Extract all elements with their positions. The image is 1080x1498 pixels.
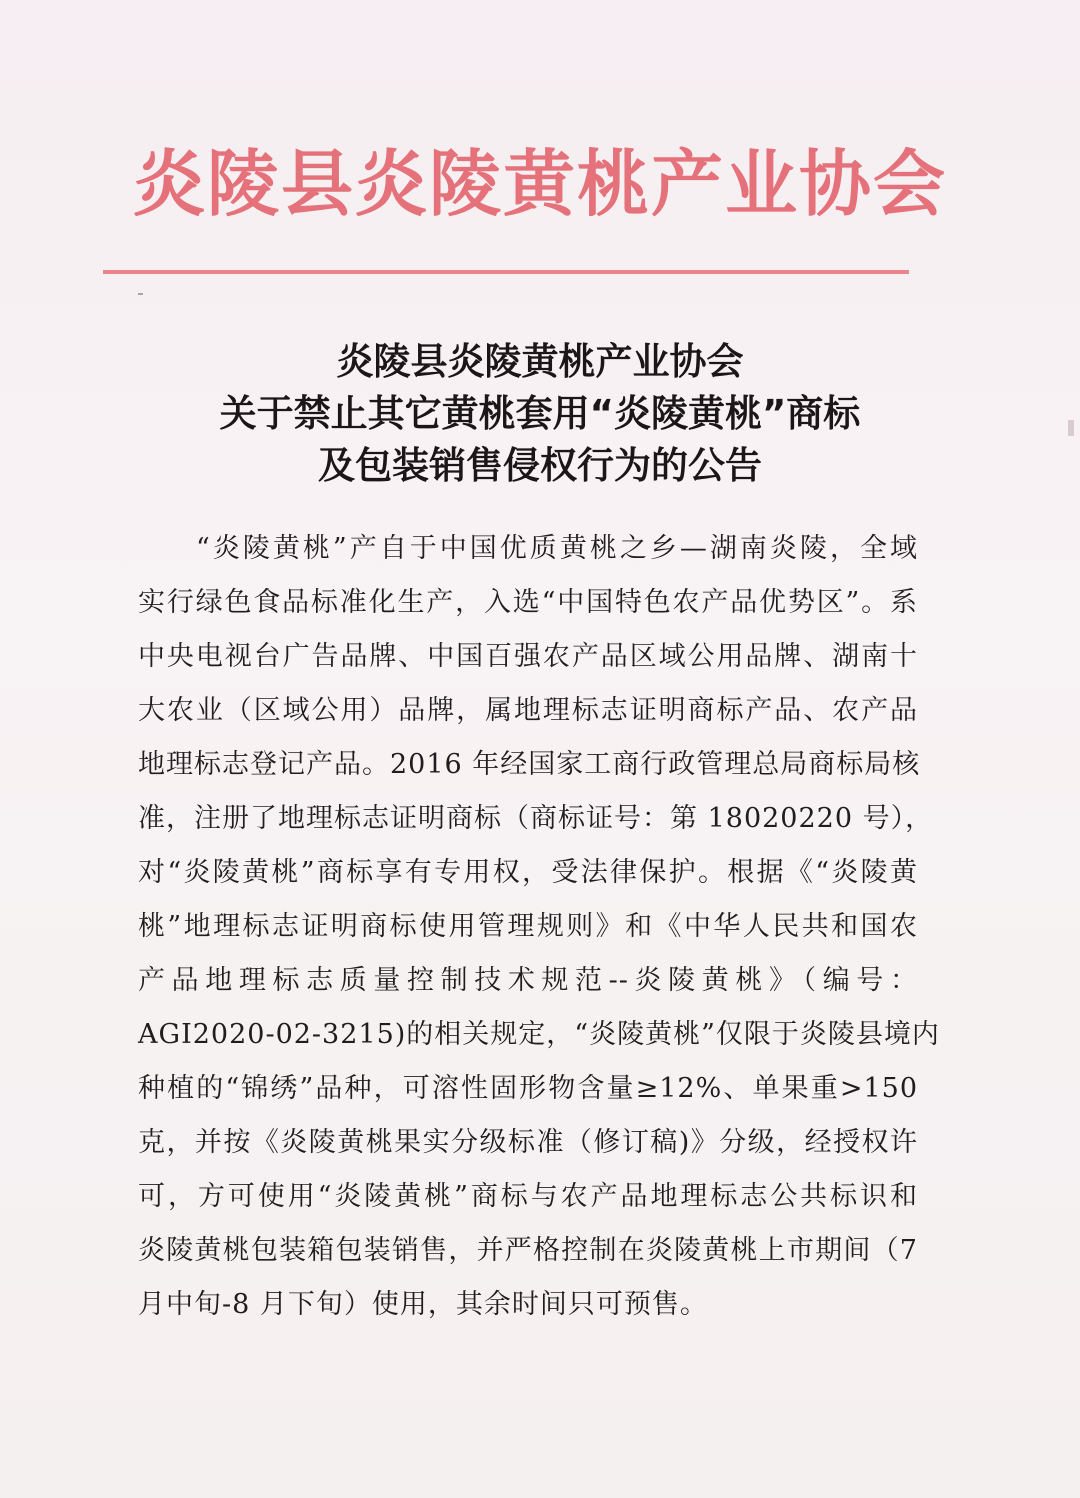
paper-speck xyxy=(138,293,143,295)
letterhead-organization-name: 炎陵县炎陵黄桃产业协会 xyxy=(132,142,947,226)
body-line: “炎陵黄桃”产自于中国优质黄桃之乡—湖南炎陵，全域 xyxy=(196,533,918,564)
body-line: 大农业（区域公用）品牌，属地理标志证明商标产品、农产品 xyxy=(138,695,918,726)
body-line: 地理标志登记产品。2016 年经国家工商行政管理总局商标局核 xyxy=(138,749,921,780)
body-line: 种植的“锦绣”品种，可溶性固形物含量≥12%、单果重>150 xyxy=(138,1073,918,1104)
letterhead-red-rule xyxy=(103,270,909,274)
notice-title xyxy=(0,336,1080,492)
body-line: 对“炎陵黄桃”商标享有专用权，受法律保护。根据《“炎陵黄 xyxy=(138,857,918,888)
body-line: 桃”地理标志证明商标使用管理规则》和《中华人民共和国农 xyxy=(138,911,918,942)
body-line: 炎陵黄桃包装箱包装销售，并严格控制在炎陵黄桃上市期间（7 xyxy=(138,1235,918,1266)
body-line: 月中旬-8 月下旬）使用，其余时间只可预售。 xyxy=(138,1289,708,1320)
body-line: 产品地理标志质量控制技术规范--炎陵黄桃》（编号： xyxy=(138,965,918,996)
body-line: 可，方可使用“炎陵黄桃”商标与农产品地理标志公共标识和 xyxy=(138,1181,918,1212)
notice-title-line-3: 及包装销售侵权行为的公告 xyxy=(318,444,762,487)
body-line: 中央电视台广告品牌、中国百强农产品区域公用品牌、湖南十 xyxy=(138,641,918,672)
notice-body xyxy=(138,522,940,1332)
notice-title-line-2: 关于禁止其它黄桃套用“炎陵黄桃”商标 xyxy=(219,392,861,435)
body-line: 准，注册了地理标志证明商标（商标证号：第 18020220 号）， xyxy=(138,803,934,834)
body-line: 实行绿色食品标准化生产，入选“中国特色农产品优势区”。系 xyxy=(138,587,918,618)
body-line: AGI2020-02-3215)的相关规定，“炎陵黄桃”仅限于炎陵县境内 xyxy=(138,1019,940,1050)
body-line: 克，并按《炎陵黄桃果实分级标准（修订稿)》分级，经授权许 xyxy=(138,1127,918,1158)
notice-title-line-1: 炎陵县炎陵黄桃产业协会 xyxy=(336,340,744,383)
